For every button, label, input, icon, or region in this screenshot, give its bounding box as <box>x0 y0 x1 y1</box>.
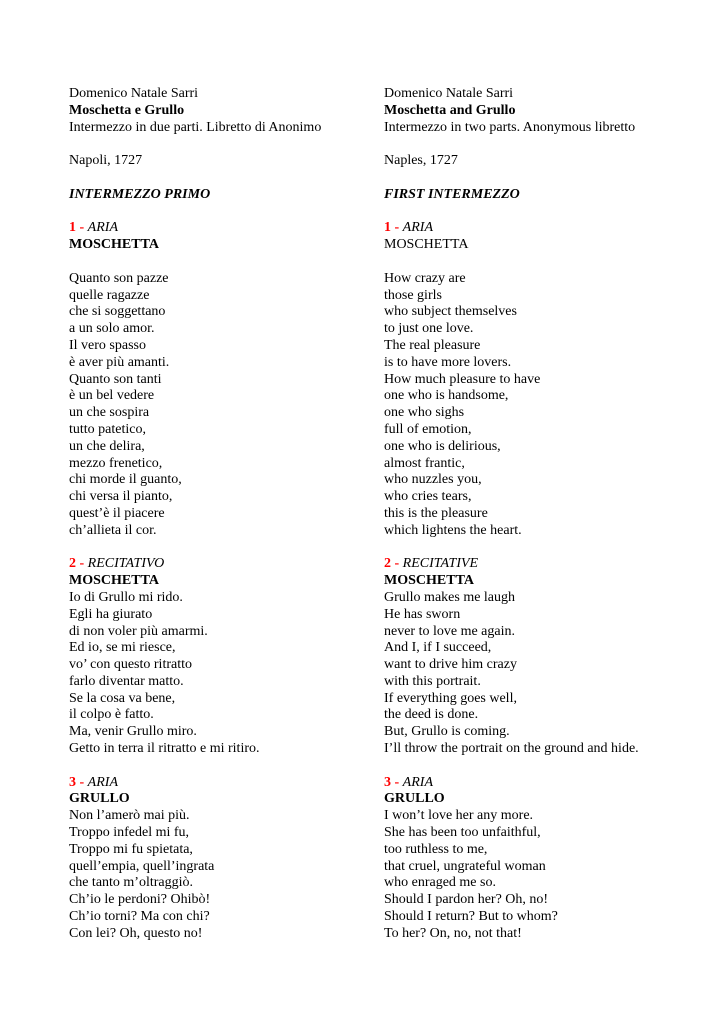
section-number: 1 - <box>69 220 85 236</box>
section-number: 3 - <box>69 774 85 790</box>
verse-line: il colpo è fatto. <box>69 707 154 723</box>
composer: Domenico Natale Sarri <box>69 86 199 101</box>
verse-line: Should I return? But to whom? <box>384 909 558 925</box>
verse-line: I won’t love her any more. <box>384 808 534 824</box>
verse-line: Non l’amerò mai più. <box>69 808 190 824</box>
verse-line: Getto in terra il ritratto e mi ritiro. <box>69 741 260 757</box>
verse-line: one who is handsome, <box>384 388 509 404</box>
verse-line: who subject themselves <box>384 304 517 320</box>
verse-line: with this portrait. <box>384 673 481 689</box>
verse-line: Ch’io torni? Ma con chi? <box>69 909 210 925</box>
verse-line: want to drive him crazy <box>384 657 517 673</box>
verse-line: too ruthless to me, <box>384 841 488 857</box>
spacer <box>384 758 714 775</box>
character-name: MOSCHETTA <box>69 573 159 589</box>
verse-line: full of emotion, <box>384 421 472 437</box>
spacer <box>384 254 714 271</box>
verse-line: She has been too unfaithful, <box>384 825 541 841</box>
verse-line: quest’è il piacere <box>69 505 165 521</box>
section-3 <box>69 775 369 943</box>
verse-line: farlo diventar matto. <box>69 673 184 689</box>
section-number: 2 - <box>384 556 400 572</box>
spacer <box>69 758 369 775</box>
character-name: GRULLO <box>69 791 130 807</box>
verse-line: Il vero spasso <box>69 337 146 353</box>
verse-line: quelle ragazze <box>69 287 150 303</box>
verse-line: I’ll throw the portrait on the ground and hide. <box>384 741 639 757</box>
section-1 <box>69 220 369 539</box>
part-heading: FIRST INTERMEZZO <box>384 186 520 202</box>
verse-line: one who is delirious, <box>384 438 501 454</box>
place-date: Naples, 1727 <box>384 153 458 169</box>
section-header <box>384 775 714 792</box>
verse-line: quell’empia, quell’ingrata <box>69 858 215 874</box>
verse-line: How crazy are <box>384 270 466 286</box>
verse-line: almost frantic, <box>384 455 465 471</box>
verse-line: is to have more lovers. <box>384 354 512 370</box>
verse-line: who enraged me so. <box>384 875 496 891</box>
section-header <box>69 556 369 573</box>
verse-line: How much pleasure to have <box>384 371 541 387</box>
section-number: 1 - <box>384 220 400 236</box>
section-type: RECITATIVE <box>402 556 479 572</box>
verse-line: Egli ha giurato <box>69 606 153 622</box>
verse-line: è aver più amanti. <box>69 354 170 370</box>
italian-column <box>69 86 369 943</box>
verse-line: that cruel, ungrateful woman <box>384 858 546 874</box>
verse-line: who nuzzles you, <box>384 472 482 488</box>
verse-line: che tanto m’oltraggiò. <box>69 875 194 891</box>
verse-line: Troppo mi fu spietata, <box>69 841 193 857</box>
spacer <box>69 170 369 187</box>
verse-line: Con lei? Oh, questo no! <box>69 925 203 941</box>
section-2 <box>69 556 369 758</box>
verse-line: vo’ con questo ritratto <box>69 657 192 673</box>
verse-line: tutto patetico, <box>69 421 146 437</box>
spacer <box>384 204 714 221</box>
section-type: RECITATIVO <box>87 556 165 572</box>
verse-line: ch’allieta il cor. <box>69 522 157 538</box>
verse-line: è un bel vedere <box>69 388 155 404</box>
verse-line: this is the pleasure <box>384 505 488 521</box>
section-type: ARIA <box>87 220 118 236</box>
verse-line: But, Grullo is coming. <box>384 724 510 740</box>
verse-line: a un solo amor. <box>69 321 155 337</box>
section-number: 3 - <box>384 774 400 790</box>
verse-line: Should I pardon her? Oh, no! <box>384 892 549 908</box>
section-type: ARIA <box>402 220 433 236</box>
verse-line: chi versa il pianto, <box>69 489 173 505</box>
character-name: GRULLO <box>384 791 445 807</box>
place-date: Napoli, 1727 <box>69 153 143 169</box>
work-subtitle: Intermezzo in due parti. Libretto di Anonimo <box>69 119 322 135</box>
section-header <box>69 220 369 237</box>
section-type: ARIA <box>87 774 118 790</box>
character-name: MOSCHETTA <box>384 237 469 253</box>
verse-line: Grullo makes me laugh <box>384 589 516 605</box>
composer: Domenico Natale Sarri <box>384 86 514 101</box>
character-name: MOSCHETTA <box>69 237 159 253</box>
verse-line: Io di Grullo mi rido. <box>69 589 183 605</box>
work-title: Moschetta e Grullo <box>69 102 185 118</box>
spacer <box>69 204 369 221</box>
verse-line: Ma, venir Grullo miro. <box>69 724 197 740</box>
verse-line: The real pleasure <box>384 337 481 353</box>
verse-line: which lightens the heart. <box>384 522 522 538</box>
verse-line: to just one love. <box>384 321 474 337</box>
verse-line: un che sospira <box>69 405 150 421</box>
verse-line: the deed is done. <box>384 707 479 723</box>
verse-line: Quanto son pazze <box>69 270 169 286</box>
verse-line: To her? On, no, not that! <box>384 925 522 941</box>
part-heading: INTERMEZZO PRIMO <box>69 186 211 202</box>
verse-line: If everything goes well, <box>384 690 517 706</box>
verse-line: che si soggettano <box>69 304 166 320</box>
section-3 <box>384 775 714 943</box>
verse-line: never to love me again. <box>384 623 516 639</box>
verse-line: un che delira, <box>69 438 145 454</box>
spacer <box>69 136 369 153</box>
verse-line: Quanto son tanti <box>69 371 162 387</box>
verse-line: Ed io, se mi riesce, <box>69 640 176 656</box>
verse-line: di non voler più amarmi. <box>69 623 208 639</box>
verse-line: one who sighs <box>384 405 465 421</box>
verse-line: Troppo infedel mi fu, <box>69 825 190 841</box>
section-type: ARIA <box>402 774 433 790</box>
verse-line: chi morde il guanto, <box>69 472 182 488</box>
verse-line: who cries tears, <box>384 489 472 505</box>
section-header <box>384 556 714 573</box>
spacer <box>384 540 714 557</box>
spacer <box>384 170 714 187</box>
section-header <box>384 220 714 237</box>
character-name: MOSCHETTA <box>384 573 474 589</box>
section-header <box>69 775 369 792</box>
english-column <box>384 86 714 943</box>
spacer <box>69 254 369 271</box>
spacer <box>69 540 369 557</box>
verse-line: He has sworn <box>384 606 461 622</box>
section-number: 2 - <box>69 556 85 572</box>
work-title: Moschetta and Grullo <box>384 102 516 118</box>
section-1 <box>384 220 714 539</box>
verse-line: And I, if I succeed, <box>384 640 492 656</box>
verse-line: Ch’io le perdoni? Ohibò! <box>69 892 211 908</box>
section-2 <box>384 556 714 758</box>
spacer <box>384 136 714 153</box>
work-subtitle: Intermezzo in two parts. Anonymous libretto <box>384 119 636 135</box>
verse-line: mezzo frenetico, <box>69 455 163 471</box>
verse-line: Se la cosa va bene, <box>69 690 176 706</box>
verse-line: those girls <box>384 287 442 303</box>
